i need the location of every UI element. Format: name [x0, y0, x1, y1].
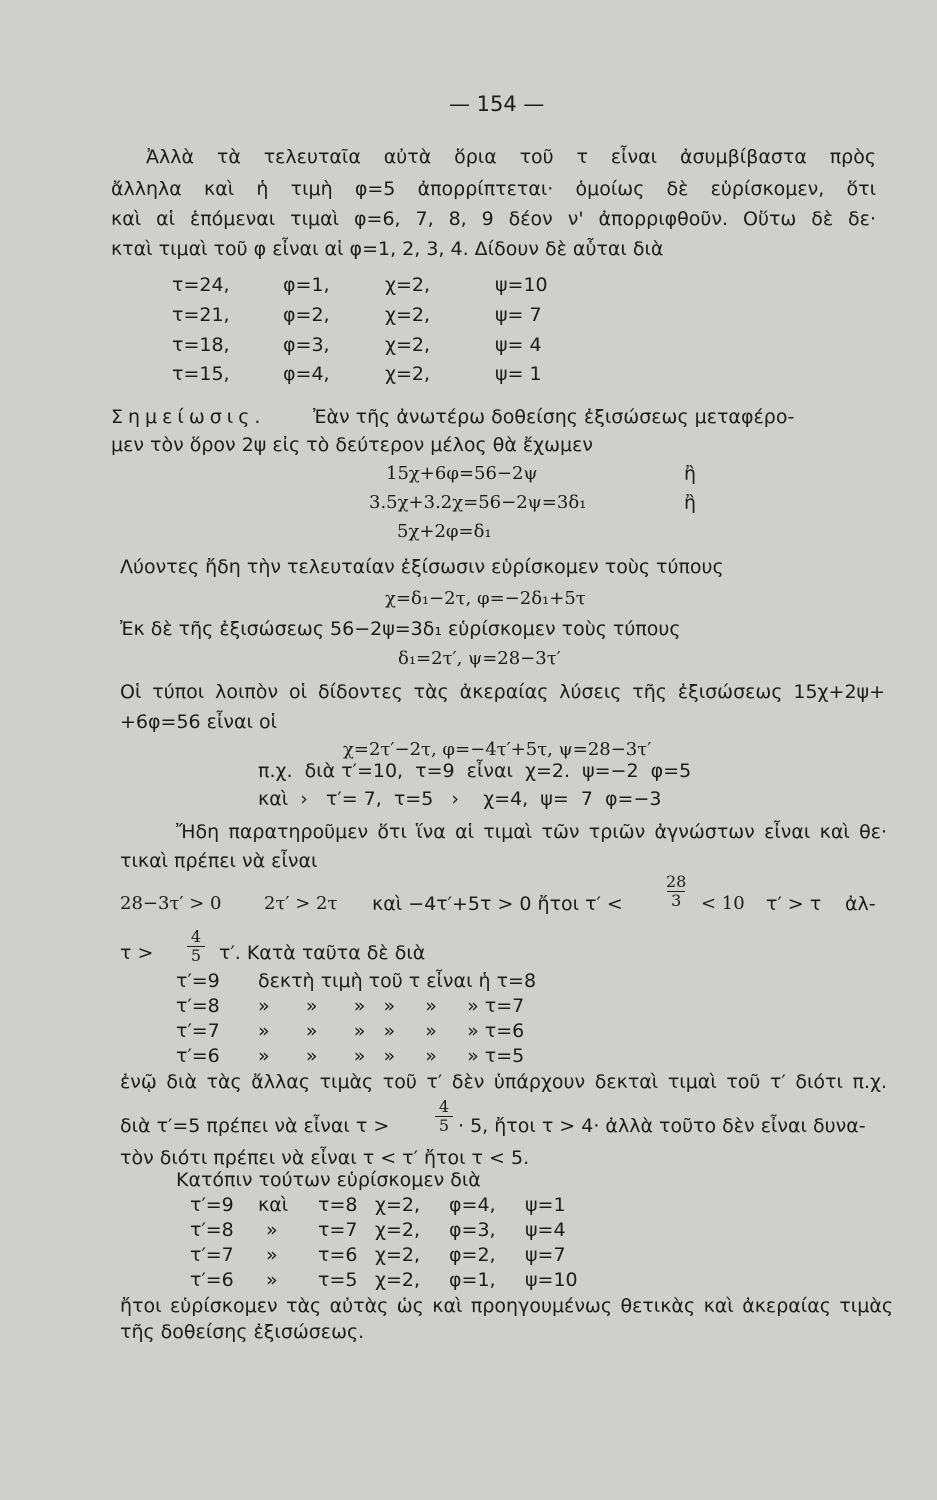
text-line: Ἀλλὰ τὰ τελευταῖα αὐτὰ ὅρια τοῦ τ εἶναι ἀσυμβίβαστα πρὸς [146, 146, 876, 168]
fraction-numerator: 28 [666, 872, 687, 891]
text-line: ἄλληλα καὶ ἡ τιμὴ φ=5 ἀπορρίπτεται· ὁμοίως δὲ εὑρίσκομεν, ὅτι [111, 178, 876, 200]
fraction-denominator: 3 [671, 891, 682, 910]
text-line: ἤτοι εὑρίσκομεν τὰς αὐτὰς ὡς καὶ προηγουμένως θετικὰς καὶ ἀκεραίας τιμὰς [120, 1295, 893, 1317]
text-line: τ′. Κατὰ ταῦτα δὲ διὰ [219, 942, 426, 964]
table-cell: τ=7 [318, 1219, 358, 1241]
table-cell: χ=2, [375, 1244, 421, 1266]
table-cell: ψ= 1 [495, 363, 542, 385]
fraction-denominator: 5 [438, 1116, 450, 1135]
fraction [187, 928, 205, 965]
page-number: — 154 — [449, 92, 545, 116]
table-cell: τ=8 [318, 1194, 358, 1216]
table-cell: » » » » » » τ=5 [258, 1045, 525, 1067]
table-cell: φ=4, [449, 1194, 496, 1216]
conjunction: ἢ [684, 463, 697, 485]
text-line: κταὶ τιμαὶ τοῦ φ εἶναι αἱ φ=1, 2, 3, 4. Δίδουν δὲ αὗται διὰ [111, 238, 664, 260]
example-line: π.χ. διὰ τ′=10, τ=9 εἶναι χ=2. ψ=−2 φ=5 [258, 760, 692, 782]
table-cell: τ′=7 [190, 1244, 234, 1266]
text-line: ἐνῷ διὰ τὰς ἄλλας τιμὰς τοῦ τ′ δὲν ὑπάρχουν δεκταὶ τιμαὶ τοῦ τ′ διότι π.χ. [120, 1071, 887, 1093]
table-cell: καὶ [258, 1194, 289, 1216]
text-line: τῆς δοθείσης ἐξισώσεως. [120, 1321, 365, 1343]
inequality: < 10 [701, 893, 745, 914]
fraction [666, 873, 686, 910]
text-line: τὸν διότι πρέπει νὰ εἶναι τ < τ′ ἤτοι τ < 5. [120, 1147, 530, 1169]
inequality: 2τ′ > 2τ [264, 893, 338, 914]
text-line: μεν τὸν ὅρον 2ψ εἰς τὸ δεύτερον μέλος θὰ ἔχωμεν [111, 434, 594, 456]
equation: δ₁=2τ′, ψ=28−3τ′ [398, 648, 561, 669]
text-line: +6φ=56 εἶναι οἱ [120, 711, 278, 733]
table-cell: τ=6 [318, 1244, 358, 1266]
table-cell: χ=2, [375, 1194, 421, 1216]
table-cell: τ′=8 [190, 1219, 234, 1241]
text-line: Ἐκ δὲ τῆς ἐξισώσεως 56−2ψ=3δ₁ εὑρίσκομεν τοὺς τύπους [120, 618, 681, 640]
inequality: τ′ > τ [766, 893, 822, 915]
equation: 15χ+6φ=56−2ψ [386, 463, 538, 484]
table-cell: τ=21, [172, 304, 230, 326]
table-cell: ψ=1 [525, 1194, 566, 1216]
table-cell: φ=2, [449, 1244, 496, 1266]
table-cell: » [266, 1244, 278, 1266]
equation: χ=2τ′−2τ, φ=−4τ′+5τ, ψ=28−3τ′ [343, 739, 652, 760]
fraction-numerator: 4 [438, 1097, 450, 1116]
table-cell: τ′=7 [176, 1020, 220, 1042]
text-line: · 5, ἤτοι τ > 4· ἀλλὰ τοῦτο δὲν εἶναι δυνα- [458, 1115, 866, 1137]
table-cell: χ=2, [385, 274, 431, 296]
text-line: Οἱ τύποι λοιπὸν οἱ δίδοντες τὰς ἀκεραίας λύσεις τῆς ἐξισώσεως 15χ+2ψ+ [120, 681, 885, 703]
inequality: τ > [120, 942, 154, 964]
inequality: 28−3τ′ > 0 [120, 893, 222, 914]
table-cell: τ′=9 [176, 970, 220, 992]
table-cell: φ=2, [283, 304, 330, 326]
table-cell: τ=18, [172, 334, 230, 356]
table-cell: χ=2, [385, 334, 431, 356]
table-cell: φ=1, [449, 1269, 496, 1291]
table-cell: φ=3, [283, 334, 330, 356]
table-cell: χ=2, [375, 1269, 421, 1291]
equation: 3.5χ+3.2χ=56−2ψ=3δ₁ [369, 492, 587, 513]
table-cell: ψ=10 [495, 274, 548, 296]
conjunction: ἢ [684, 492, 697, 514]
table-cell: τ′=8 [176, 995, 220, 1017]
fraction [435, 1098, 453, 1135]
table-cell: τ=24, [172, 274, 230, 296]
table-cell: » » » » » » τ=6 [258, 1020, 525, 1042]
table-cell: ψ=10 [525, 1269, 578, 1291]
table-cell: ψ=4 [525, 1219, 566, 1241]
text-line: διὰ τ′=5 πρέπει νὰ εἶναι τ > [120, 1115, 390, 1137]
text-line: τικαὶ πρέπει νὰ εἶναι [120, 850, 318, 872]
note-label: Σημείωσις. [111, 406, 266, 428]
fraction-denominator: 5 [190, 946, 202, 965]
fraction-numerator: 4 [190, 927, 202, 946]
inequality: καὶ −4τ′+5τ > 0 ἤτοι τ′ < [372, 893, 623, 915]
table-cell: χ=2, [375, 1219, 421, 1241]
table-cell: » [266, 1219, 278, 1241]
table-cell: τ′=9 [190, 1194, 234, 1216]
text-line: ἀλ- [845, 893, 876, 915]
table-cell: » [266, 1269, 278, 1291]
table-cell: φ=1, [283, 274, 330, 296]
text-line: καὶ αἱ ἑπόμεναι τιμαὶ φ=6, 7, 8, 9 δέον ν' ἀπορριφθοῦν. Οὕτω δὲ δε· [111, 208, 876, 230]
text-line: Ἐὰν τῆς ἀνωτέρω δοθείσης ἐξισώσεως μεταφέρο- [313, 406, 795, 428]
equation: 5χ+2φ=δ₁ [397, 521, 492, 542]
text-line: Ἤδη παρατηροῦμεν ὅτι ἵνα αἱ τιμαὶ τῶν τριῶν ἀγνώστων εἶναι καὶ θε· [176, 821, 887, 843]
table-cell: τ′=6 [176, 1045, 220, 1067]
example-line: καὶ › τ′= 7, τ=5 › χ=4, ψ= 7 φ=−3 [258, 788, 662, 810]
table-cell: τ=5 [318, 1269, 358, 1291]
equation: χ=δ₁−2τ, φ=−2δ₁+5τ [385, 588, 586, 609]
table-cell: χ=2, [385, 363, 431, 385]
text-line: Λύοντες ἤδη τὴν τελευταίαν ἐξίσωσιν εὑρίσκομεν τοὺς τύπους [120, 556, 724, 578]
table-cell: » » » » » » τ=7 [258, 995, 525, 1017]
text-line: Κατόπιν τούτων εὑρίσκομεν διὰ [176, 1169, 481, 1191]
table-cell: ψ= 7 [495, 304, 542, 326]
table-cell: τ=15, [172, 363, 230, 385]
table-cell: δεκτὴ τιμὴ τοῦ τ εἶναι ἡ τ=8 [258, 970, 537, 992]
table-cell: χ=2, [385, 304, 431, 326]
table-cell: τ′=6 [190, 1269, 234, 1291]
table-cell: φ=3, [449, 1219, 496, 1241]
table-cell: ψ= 4 [495, 334, 542, 356]
table-cell: φ=4, [283, 363, 330, 385]
table-cell: ψ=7 [525, 1244, 566, 1266]
